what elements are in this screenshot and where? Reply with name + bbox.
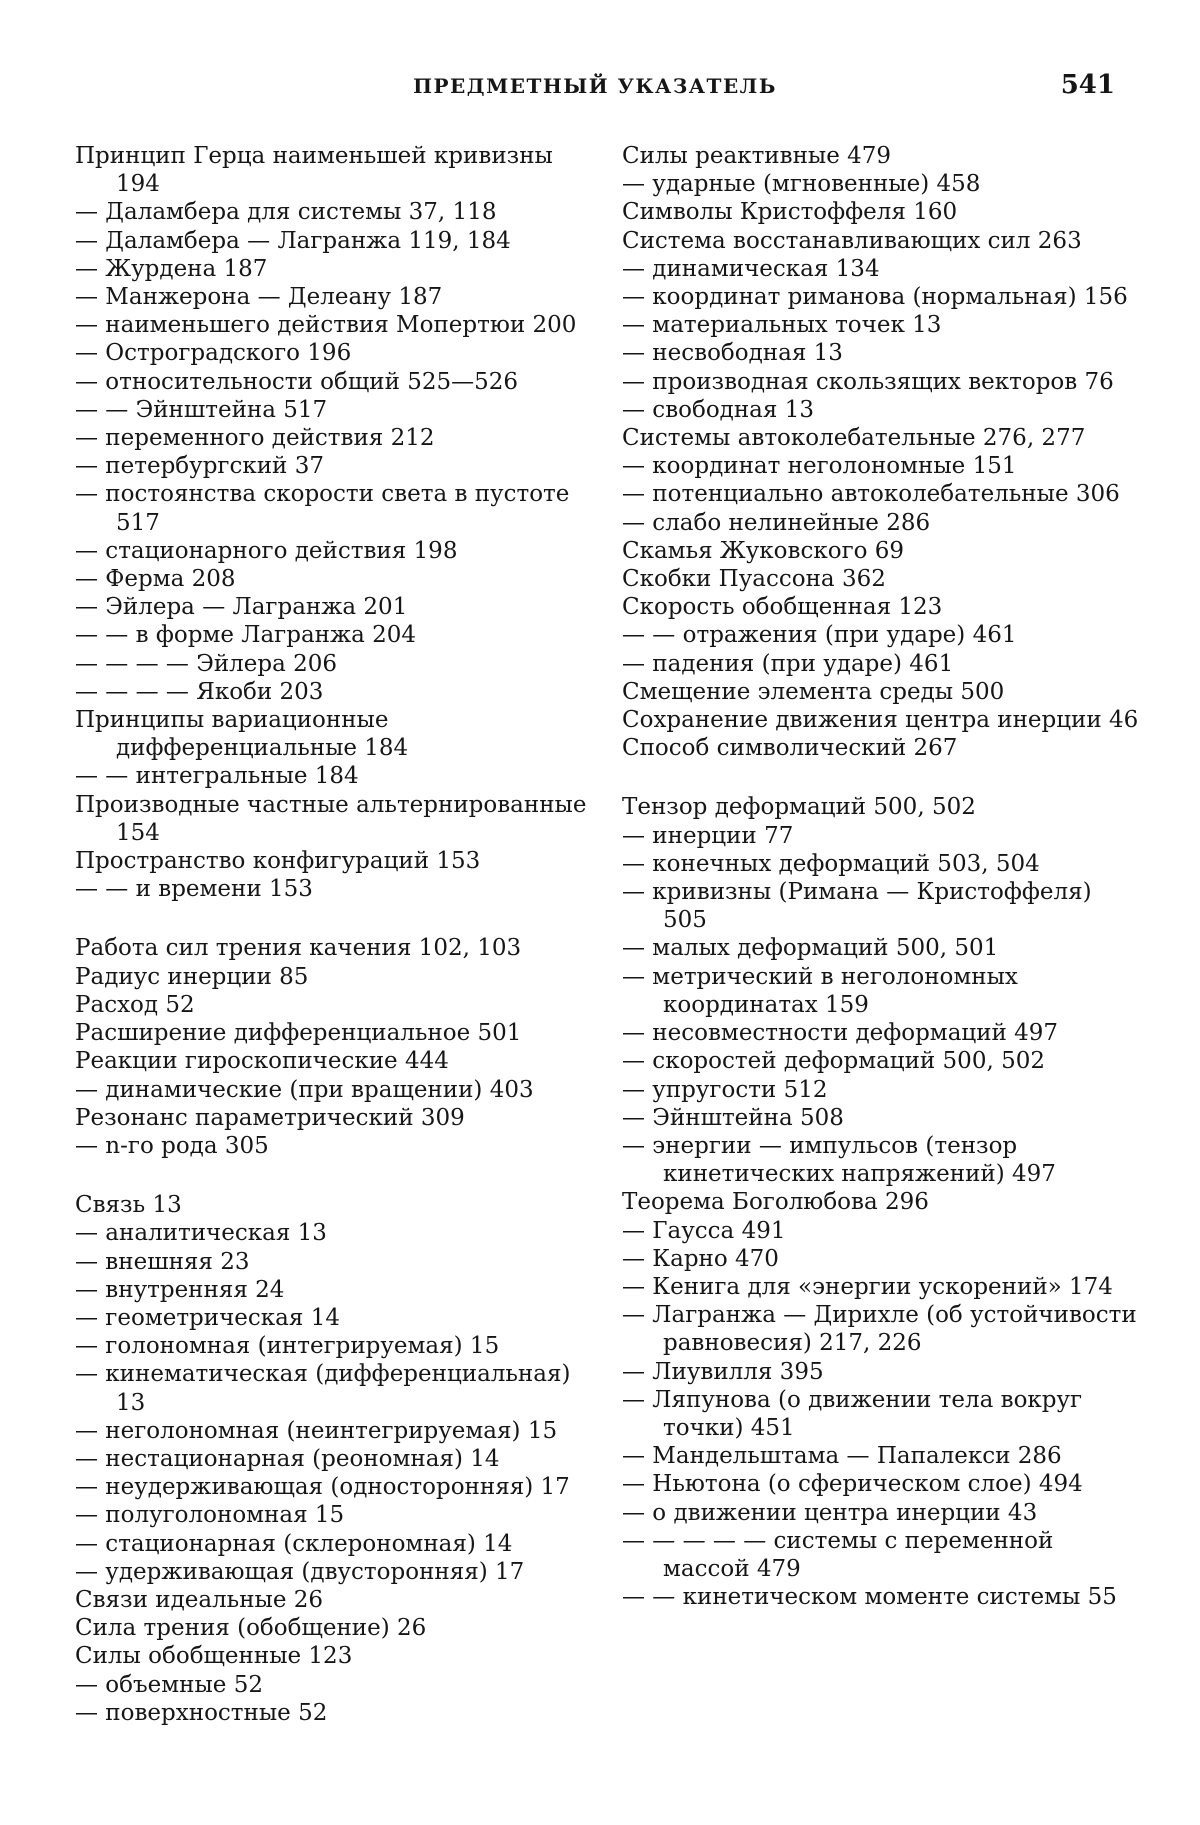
index-entry: — Ньютона (о сферическом слое) 494	[622, 1471, 1083, 1498]
index-entry: — Ферма 208	[75, 566, 236, 593]
index-entry: — потенциально автоколебательные 306	[622, 481, 1120, 508]
index-entry: Производные частные альтернированные 154	[75, 791, 587, 846]
index-entry: — — Эйнштейна 517	[75, 396, 328, 423]
index-entry: — координат неголономные 151	[622, 453, 1017, 480]
index-entry: Тензор деформаций 500, 502	[622, 794, 976, 821]
index-entry: — — — — — системы с переменной массой 479	[622, 1527, 1054, 1582]
index-entry: — слабо нелинейные 286	[622, 509, 931, 536]
index-entry: — метрический в неголономных координатах 159	[622, 963, 1018, 1018]
index-entry: — о движении центра инерции 43	[622, 1499, 1038, 1526]
index-entry: Принципы вариационные дифференциальные 184	[75, 707, 409, 762]
index-entry: — кинематическая (дифференциальная) 13	[75, 1361, 571, 1416]
index-entry: Связь 13	[75, 1192, 182, 1219]
index-entry: — Лагранжа — Дирихле (об устойчивости равновесия) 217, 226	[622, 1302, 1137, 1357]
index-entry: — — отражения (при ударе) 461	[622, 622, 1017, 649]
index-entry: Расход 52	[75, 991, 195, 1018]
index-entry: — — — — Якоби 203	[75, 678, 324, 705]
index-entry: — координат римановa (нормальная) 156	[622, 284, 1128, 311]
index-entry: Связи идеальные 26	[75, 1586, 324, 1613]
index-entry: — инерции 77	[622, 822, 794, 849]
index-entry: — удерживающая (двусторонняя) 17	[75, 1558, 525, 1585]
index-entry: — Мандельштама — Папалекси 286	[622, 1443, 1062, 1470]
index-entry: Принцип Герца наименьшей кривизны 194	[75, 143, 553, 198]
index-entry: — Даламбера для системы 37, 118	[75, 199, 497, 226]
index-entry: — Эйлера — Лагранжа 201	[75, 594, 408, 621]
index-entry: Теорема Боголюбова 296	[622, 1189, 929, 1216]
index-entry: Скорость обобщенная 123	[622, 594, 943, 621]
index-entry: — поверхностные 52	[75, 1699, 328, 1726]
index-entry: — постоянства скорости света в пустоте 517	[75, 481, 570, 536]
index-entry: Резонанс параметрический 309	[75, 1104, 465, 1131]
index-entry: — материальных точек 13	[622, 312, 942, 339]
running-title: ПРЕДМЕТНЫЙ УКАЗАТЕЛЬ	[413, 74, 777, 98]
section-gap	[75, 1160, 595, 1191]
index-entry: — — в форме Лагранжа 204	[75, 622, 417, 649]
index-entry: — динамическая 134	[622, 255, 880, 282]
index-entry: Пространство конфигураций 153	[75, 848, 481, 875]
index-entry: — неголономная (неинтегрируемая) 15	[75, 1417, 558, 1444]
index-entry: — кривизны (Римана — Кристоффеля) 505	[622, 879, 1092, 934]
index-entry: — — — — Эйлера 206	[75, 650, 338, 677]
index-entry: Расширение дифференциальное 501	[75, 1020, 522, 1047]
index-entry: — Гаусса 491	[622, 1217, 786, 1244]
index-entry: — Кенига для «энергии ускорений» 174	[622, 1273, 1113, 1300]
index-entry: — стационарная (склерономная) 14	[75, 1530, 513, 1557]
index-entry: Символы Кристоффеля 160	[622, 199, 958, 226]
index-entry: — внешняя 23	[75, 1248, 250, 1275]
index-entry: — скоростей деформаций 500, 502	[622, 1048, 1045, 1075]
index-entry: — несвободная 13	[622, 340, 843, 367]
index-entry: — Лиувилля 395	[622, 1358, 824, 1385]
index-entry: — Карно 470	[622, 1245, 779, 1272]
index-entry: — Ляпунова (о движении тела вокруг точки) 451	[622, 1386, 1083, 1441]
index-entry: — энергии — импульсов (тензор кинетических напряжений) 497	[622, 1132, 1056, 1188]
index-entry: Система восстанавливающих сил 263	[622, 227, 1082, 254]
left-column	[75, 142, 595, 1727]
index-entry: — конечных деформаций 503, 504	[622, 850, 1040, 877]
index-entry: Способ символический 267	[622, 735, 958, 762]
index-entry: — Даламбера — Лагранжа 119, 184	[75, 227, 511, 254]
index-entry: — малых деформаций 500, 501	[622, 935, 999, 962]
page-header	[75, 68, 1115, 108]
index-entry: — петербургский 37	[75, 453, 324, 480]
index-entry: Силы обобщенные 123	[75, 1643, 353, 1670]
index-entry: — Манжерона — Делеану 187	[75, 284, 443, 311]
index-entry: — аналитическая 13	[75, 1220, 327, 1247]
index-entry: Скобки Пуассона 362	[622, 566, 886, 593]
page-number: 541	[1060, 70, 1115, 100]
index-entry: — внутренняя 24	[75, 1276, 285, 1303]
index-entry: — упругости 512	[622, 1076, 828, 1103]
index-entry: — производная скользящих векторов 76	[622, 368, 1114, 395]
section-gap	[622, 762, 1142, 793]
index-entry: — падения (при ударе) 461	[622, 650, 954, 677]
index-entry: Сила трения (обобщение) 26	[75, 1615, 427, 1642]
index-entry: — неудерживающая (односторонняя) 17	[75, 1474, 570, 1501]
index-entry: — переменного действия 212	[75, 425, 435, 452]
section-gap	[75, 903, 595, 934]
index-entry: — объемные 52	[75, 1671, 263, 1698]
index-entry: — динамические (при вращении) 403	[75, 1076, 534, 1103]
index-entry: — n-го рода 305	[75, 1132, 269, 1159]
index-entry: — Остроградского 196	[75, 340, 352, 367]
index-entry: Радиус инерции 85	[75, 963, 309, 990]
index-entry: — голономная (интегрируемая) 15	[75, 1333, 500, 1360]
index-entry: — относительности общий 525—526	[75, 368, 519, 395]
index-entry: — свободная 13	[622, 396, 814, 423]
index-entry: — геометрическая 14	[75, 1304, 340, 1331]
index-entry: — наименьшего действия Мопертюи 200	[75, 312, 577, 339]
index-entry: — стационарного действия 198	[75, 537, 458, 564]
index-entry: Скамья Жуковского 69	[622, 537, 905, 564]
right-column	[622, 142, 1142, 1611]
index-entry: Смещение элемента среды 500	[622, 678, 1005, 705]
index-entry: — — кинетическом моменте системы 55	[622, 1584, 1117, 1611]
index-entry: Сохранение движения центра инерции 46	[622, 707, 1139, 734]
index-entry: — нестационарная (реономная) 14	[75, 1445, 500, 1472]
index-entry: — полуголономная 15	[75, 1502, 345, 1529]
index-entry: — несовместности деформаций 497	[622, 1020, 1059, 1047]
index-entry: Системы автоколебательные 276, 277	[622, 425, 1086, 452]
index-entry: — Эйнштейна 508	[622, 1104, 844, 1131]
index-entry: Работа сил трения качения 102, 103	[75, 935, 522, 962]
index-entry: — ударные (мгновенные) 458	[622, 171, 981, 198]
index-entry: Реакции гироскопические 444	[75, 1048, 449, 1075]
index-entry: — — и времени 153	[75, 876, 313, 903]
index-entry: Силы реактивные 479	[622, 143, 892, 169]
index-entry: — Журдена 187	[75, 255, 268, 282]
index-entry: — — интегральные 184	[75, 763, 359, 790]
